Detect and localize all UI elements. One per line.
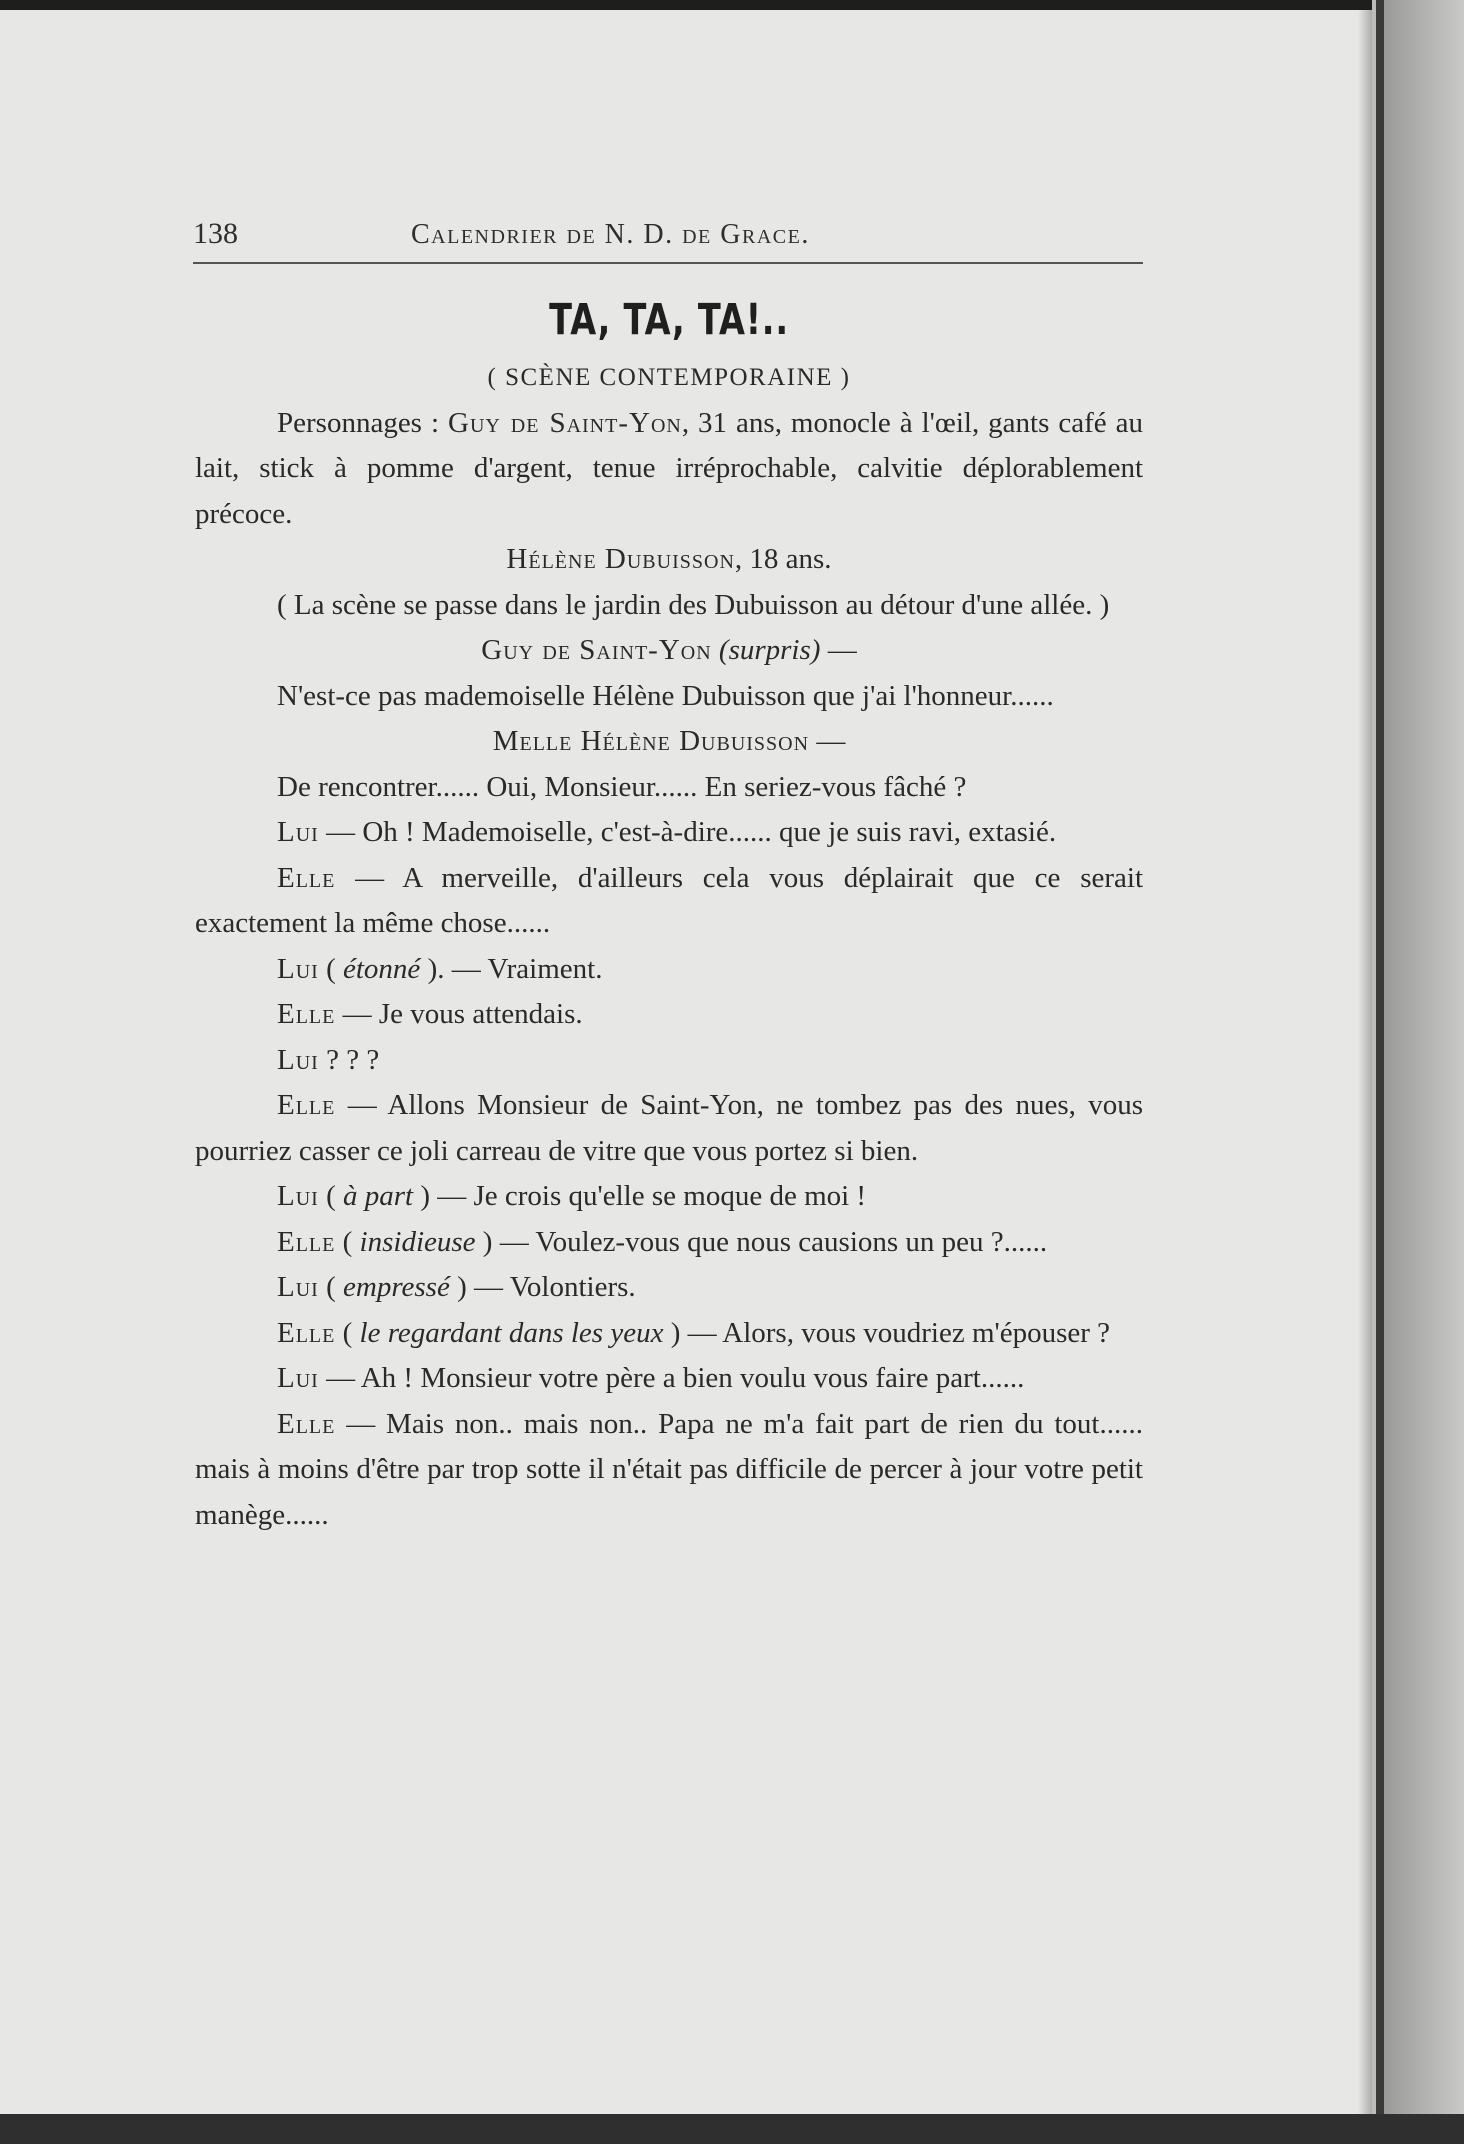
speaker-lui: Lui	[277, 1362, 319, 1394]
stage-note: empressé	[343, 1271, 450, 1303]
speaker-heading-helene	[195, 719, 1143, 765]
page-title: TA, TA, TA!..	[549, 295, 789, 345]
stage-note: étonné	[343, 952, 421, 985]
dialogue-line	[195, 1083, 1143, 1174]
dialogue-line	[195, 1265, 1143, 1311]
dialogue-line	[195, 947, 1143, 993]
scan-bottom-edge	[0, 2114, 1464, 2144]
speaker-elle: Elle	[277, 998, 336, 1030]
speaker-elle: Elle	[277, 861, 336, 894]
dialogue-text: — A merveille, d'ailleurs cela vous déplairait que ce serait exactement la même chose......	[195, 861, 1143, 939]
speaker-heading-guy-name: Guy de Saint-Yon	[481, 634, 712, 666]
speaker-lui: Lui	[277, 816, 319, 848]
characters-intro: Personnages :	[277, 406, 440, 439]
dialogue-text: ) — Voulez-vous que nous causions un peu ?......	[475, 1225, 1048, 1258]
dialogue-text: ) — Je crois qu'elle se moque de moi !	[413, 1180, 867, 1212]
gutter-shadow	[1384, 0, 1464, 2144]
speaker-heading-helene-name: Melle Hélène Dubuisson	[492, 725, 810, 757]
header-rule	[193, 262, 1143, 264]
dash: —	[809, 725, 846, 757]
page-number: 138	[193, 217, 238, 250]
dialogue-line	[195, 992, 1143, 1038]
dialogue-line	[195, 1311, 1143, 1357]
dialogue-text: ? ? ?	[318, 1043, 380, 1076]
speaker-elle: Elle	[277, 1407, 336, 1440]
speaker-lui: Lui	[277, 1180, 319, 1212]
dialogue-line	[195, 1402, 1143, 1539]
dash: —	[820, 634, 857, 666]
dialogue-text: (	[335, 1316, 360, 1349]
dialogue-text: — Allons Monsieur de Saint-Yon, ne tombez pas des nues, vous pourriez casser ce joli carreau de vitre que vous portez si bien.	[195, 1089, 1143, 1167]
dialogue-line	[195, 856, 1143, 947]
dialogue-text: — Oh ! Mademoiselle, c'est-à-dire...... que je suis ravi, extasié.	[318, 816, 1057, 848]
dialogue-text: (	[318, 952, 343, 985]
dialogue-line	[195, 1220, 1143, 1266]
scene-subtitle: ( SCÈNE CONTEMPORAINE )	[487, 364, 851, 391]
dialogue-text: (	[318, 1271, 343, 1303]
dialogue-line	[195, 1356, 1143, 1402]
binding-edge	[1376, 0, 1384, 2144]
stage-note: (surpris)	[718, 634, 821, 666]
dialogue-text: — Mais non.. mais non.. Papa ne m'a fait part de rien du tout...... mais à moins d'être par trop sotte il n'était pas difficile de percer à jour votre petit manège......	[195, 1407, 1143, 1531]
character-guy-name: Guy de Saint-Yon	[448, 406, 682, 439]
speaker-heading-guy	[195, 628, 1143, 674]
characters-paragraph	[195, 401, 1143, 538]
dialogue-text: ) — Alors, vous voudriez m'épouser ?	[663, 1316, 1111, 1349]
dialogue-line: N'est-ce pas mademoiselle Hélène Dubuisson que j'ai l'honneur......	[277, 679, 1054, 712]
speaker-lui: Lui	[277, 1043, 319, 1076]
dialogue-text: ) — Volontiers.	[449, 1271, 636, 1303]
character-guy-desc: , 31 ans, monocle à l'œil, gants café au lait, stick à pomme d'argent, tenue irréprochable, calvitie déplorablement précoce.	[195, 406, 1143, 530]
character-helene-desc: , 18 ans.	[734, 543, 832, 575]
character-helene	[195, 537, 1143, 583]
stage-direction: ( La scène se passe dans le jardin des Dubuisson au détour d'une allée. )	[277, 588, 1110, 621]
speaker-elle: Elle	[277, 1225, 336, 1258]
page-body	[195, 285, 1143, 1538]
stage-note: à part	[343, 1180, 414, 1212]
speaker-lui: Lui	[277, 952, 319, 985]
running-head: Calendrier de N. D. de Grace.	[411, 219, 810, 250]
dialogue-line: De rencontrer...... Oui, Monsieur...... En seriez-vous fâché ?	[277, 770, 967, 803]
character-helene-name: Hélène Dubuisson	[506, 543, 735, 575]
dialogue-line	[195, 1038, 1143, 1084]
dialogue-text: ). — Vraiment.	[420, 952, 603, 985]
dialogue-text: — Je vous attendais.	[335, 998, 583, 1030]
speaker-elle: Elle	[277, 1316, 336, 1349]
dialogue-text: — Ah ! Monsieur votre père a bien voulu vous faire part......	[318, 1362, 1025, 1394]
speaker-lui: Lui	[277, 1271, 319, 1303]
dialogue-line	[195, 1174, 1143, 1220]
dialogue-text: (	[318, 1180, 343, 1212]
dialogue-text: (	[335, 1225, 360, 1258]
stage-note: le regardant dans les yeux	[359, 1316, 664, 1349]
dialogue-line	[195, 810, 1143, 856]
speaker-elle: Elle	[277, 1089, 336, 1121]
stage-note: insidieuse	[359, 1225, 476, 1258]
page-header	[193, 215, 1143, 255]
